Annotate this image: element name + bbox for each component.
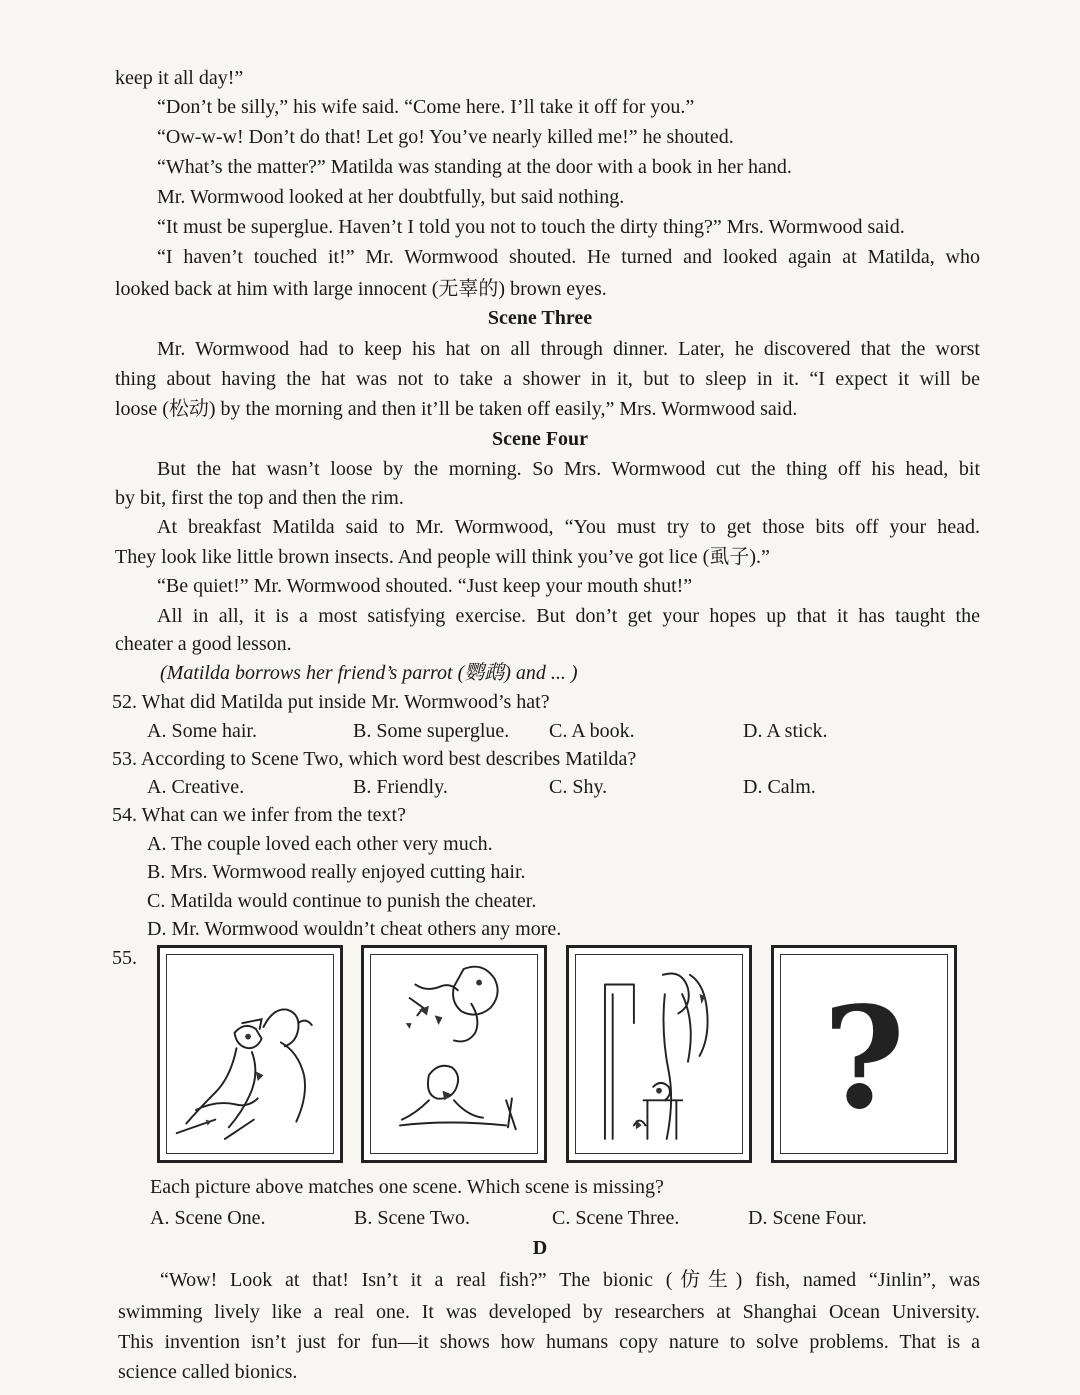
scene-picture-missing [771,945,957,1163]
option-a: A. Scene One. [150,1207,266,1229]
passage-line: “What’s the matter?” Matilda was standing at the door with a book in her hand. [157,156,792,178]
passage-d-heading: D [532,1237,548,1259]
question-53-options [147,775,947,799]
option-c: C. A book. [549,720,635,742]
question-52-stem: 52. What did Matilda put inside Mr. Wormwood’s hat? [112,691,550,713]
italic-note: (Matilda borrows her friend’s parrot (鹦鹉) and ... ) [160,662,578,684]
question-55-number: 55. [112,947,137,969]
passage-line: “Don’t be silly,” his wife said. “Come here. I’ll take it off for you.” [157,96,695,118]
passage-line: “Ow-w-w! Don’t do that! Let go! You’ve nearly killed me!” he shouted. [157,126,734,148]
option-b: B. Some superglue. [353,720,510,742]
passage-line: “I haven’t touched it!” Mr. Wormwood shouted. He turned and looked again at Matilda, who [157,246,980,268]
option-d: D. Calm. [743,776,816,798]
option-d: D. A stick. [743,720,828,742]
scene-four-heading: Scene Four [491,428,589,450]
passage-line: “It must be superglue. Haven’t I told you not to touch the dirty thing?” Mrs. Wormwood said. [157,216,905,238]
scene-picture-3 [566,945,752,1163]
option-c: C. Matilda would continue to punish the cheater. [147,890,537,912]
option-c: C. Scene Three. [552,1207,680,1229]
question-55-options [150,1206,950,1230]
option-a: A. Some hair. [147,720,257,742]
scene-picture-2 [361,945,547,1163]
option-d: D. Scene Four. [748,1207,867,1229]
scene-three-heading: Scene Three [487,307,593,329]
passage-line: But the hat wasn’t loose by the morning. So Mrs. Wormwood cut the thing off his head, bit [157,458,980,480]
passage-line: Mr. Wormwood looked at her doubtfully, but said nothing. [157,186,625,208]
passage-line: loose (松动) by the morning and then it’ll be taken off easily,” Mrs. Wormwood said. [115,398,798,420]
sketch-illustration-icon [371,955,537,1153]
option-d: D. Mr. Wormwood wouldn’t cheat others any more. [147,918,562,940]
passage-line: “Wow! Look at that! Isn’t it a real fish?” The bionic (仿生) fish, named “Jinlin”, was [160,1269,980,1291]
passage-line: At breakfast Matilda said to Mr. Wormwood, “You must try to get those bits off your head. [157,516,980,538]
passage-line: looked back at him with large innocent (无辜的) brown eyes. [115,278,607,300]
passage-line: keep it all day!” [115,67,244,89]
option-a: A. The couple loved each other very much. [147,833,493,855]
passage-line: This invention isn’t just for fun—it shows how humans copy nature to solve problems. That is a [118,1331,980,1353]
question-mark-icon: ? [822,977,906,1141]
sketch-illustration-icon [576,955,742,1153]
option-a: A. Creative. [147,776,245,798]
question-52-options [147,719,947,743]
option-b: B. Friendly. [353,776,448,798]
passage-line: swimming lively like a real one. It was developed by researchers at Shanghai Ocean University. [118,1301,980,1323]
passage-line: thing about having the hat was not to take a shower in it, but to sleep in it. “I expect it will be [115,368,980,390]
passage-line: “Be quiet!” Mr. Wormwood shouted. “Just keep your mouth shut!” [157,575,693,597]
sketch-illustration-icon [167,955,333,1153]
passage-line: They look like little brown insects. And people will think you’ve got lice (虱子).” [115,546,770,568]
option-b: B. Scene Two. [354,1207,470,1229]
scene-picture-1 [157,945,343,1163]
passage-line: All in all, it is a most satisfying exercise. But don’t get your hopes up that it has taught the [157,605,980,627]
option-b: B. Mrs. Wormwood really enjoyed cutting hair. [147,861,526,883]
passage-line: science called bionics. [118,1361,298,1383]
passage-line: Mr. Wormwood had to keep his hat on all through dinner. Later, he discovered that the worst [157,338,980,360]
passage-line: cheater a good lesson. [115,633,292,655]
question-53-stem: 53. According to Scene Two, which word best describes Matilda? [112,748,637,770]
question-55-stem: Each picture above matches one scene. Which scene is missing? [150,1176,664,1198]
passage-line: by bit, first the top and then the rim. [115,487,404,509]
question-54-stem: 54. What can we infer from the text? [112,804,406,826]
option-c: C. Shy. [549,776,608,798]
